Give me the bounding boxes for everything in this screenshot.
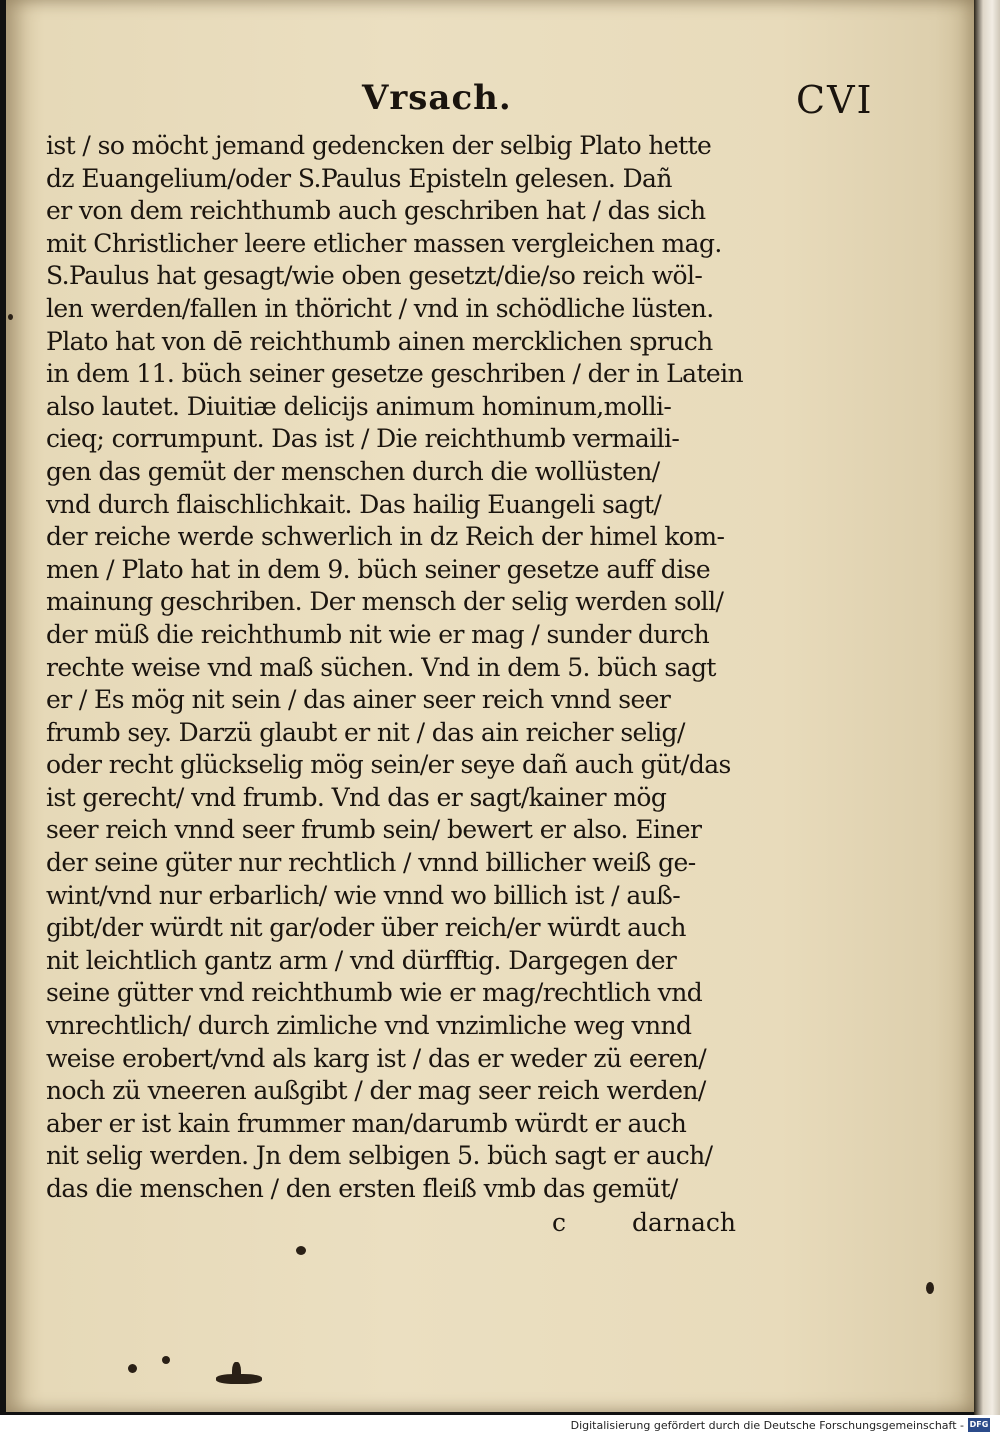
text-line: noch zü vneeren außgibt / der mag seer reich werden/ (46, 1076, 706, 1106)
text-line: gibt/der würdt nit gar/oder über reich/er würdt auch (46, 913, 686, 943)
text-line: der reiche werde schwerlich in dz Reich der himel kom- (46, 522, 725, 552)
text-line: ist / so möcht jemand gedencken der selbig Plato hette (46, 131, 712, 160)
folio-number: CVI (796, 78, 874, 122)
text-line: frumb sey. Darzü glaubt er nit / das ain reicher selig/ (46, 717, 685, 747)
ink-spot (232, 1362, 241, 1384)
next-page-edge (974, 0, 1000, 1415)
text-line: er von dem reichthumb auch geschriben hat / das sich (46, 196, 706, 226)
text-line: der seine güter nur rechtlich / vnnd billicher weiß ge- (46, 848, 696, 878)
page-header (6, 78, 974, 126)
text-line: in dem 11. büch seiner gesetze geschriben / der in Latein (46, 359, 744, 389)
running-title: Vrsach. (362, 78, 512, 118)
ink-spot (296, 1246, 306, 1255)
ink-spot (8, 314, 13, 320)
text-line: das die menschen / den ersten fleiß vmb das gemüt/ (46, 1174, 678, 1203)
text-line: seer reich vnnd seer frumb sein/ bewert er also. Einer (46, 815, 702, 845)
digitization-footer (0, 1415, 1000, 1437)
text-line: aber er ist kain frummer man/darumb würdt er auch (46, 1108, 687, 1138)
ink-spot (128, 1364, 137, 1373)
text-line: dz Euangelium/oder S.Paulus Episteln gelesen. Dañ (46, 163, 672, 193)
text-line: also lautet. Diuitiæ delicijs animum hominum,molli- (46, 391, 672, 421)
text-line: Plato hat von dē reichthumb ainen mercklichen spruch (46, 326, 713, 356)
text-line: nit leichtlich gantz arm / vnd dürfftig. Dargegen der (46, 945, 677, 975)
text-line: der müß die reichthumb nit wie er mag / sunder durch (46, 619, 710, 649)
funding-credit: Digitalisierung gefördert durch die Deutsche Forschungsgemeinschaft - (570, 1419, 964, 1432)
text-line: len werden/fallen in thöricht / vnd in schödliche lüsten. (46, 293, 714, 323)
book-page (6, 0, 974, 1412)
ink-spot (162, 1356, 170, 1364)
text-line: men / Plato hat in dem 9. büch seiner gesetze auff dise (46, 554, 711, 584)
text-line: vnrechtlich/ durch zimliche vnd vnzimliche weg vnnd (46, 1011, 692, 1041)
text-line: rechte weise vnd maß süchen. Vnd in dem 5. büch sagt (46, 652, 716, 682)
ink-spot (926, 1282, 934, 1294)
text-line: er / Es mög nit sein / das ainer seer reich vnnd seer (46, 685, 671, 715)
text-line: cieq; corrumpunt. Das ist / Die reichthumb vermaili- (46, 424, 680, 454)
text-line: wint/vnd nur erbarlich/ wie vnnd wo billich ist / auß- (46, 880, 681, 910)
text-line: weise erobert/vnd als karg ist / das er weder zü eeren/ (46, 1043, 707, 1073)
text-line: gen das gemüt der menschen durch die wollüsten/ (46, 456, 660, 486)
text-line: seine gütter vnd reichthumb wie er mag/rechtlich vnd (46, 978, 703, 1008)
catchword: darnach (632, 1208, 736, 1237)
text-line: vnd durch flaischlichkait. Das hailig Euangeli sagt/ (46, 489, 662, 519)
text-line: ist gerecht/ vnd frumb. Vnd das er sagt/kainer mög (46, 782, 667, 812)
text-line: S.Paulus hat gesagt/wie oben gesetzt/die/so reich wöl- (46, 261, 703, 291)
text-line: oder recht glückselig mög sein/er seye dañ auch güt/das (46, 750, 731, 780)
text-line: mit Christlicher leere etlicher massen vergleichen mag. (46, 228, 722, 258)
body-text (46, 130, 746, 1206)
text-line: nit selig werden. Jn dem selbigen 5. büch sagt er auch/ (46, 1141, 713, 1171)
text-line: mainung geschriben. Der mensch der selig werden soll/ (46, 587, 724, 617)
catchword-line (46, 1208, 746, 1244)
signature-mark: c (552, 1208, 567, 1237)
dfg-logo: DFG (968, 1418, 990, 1432)
